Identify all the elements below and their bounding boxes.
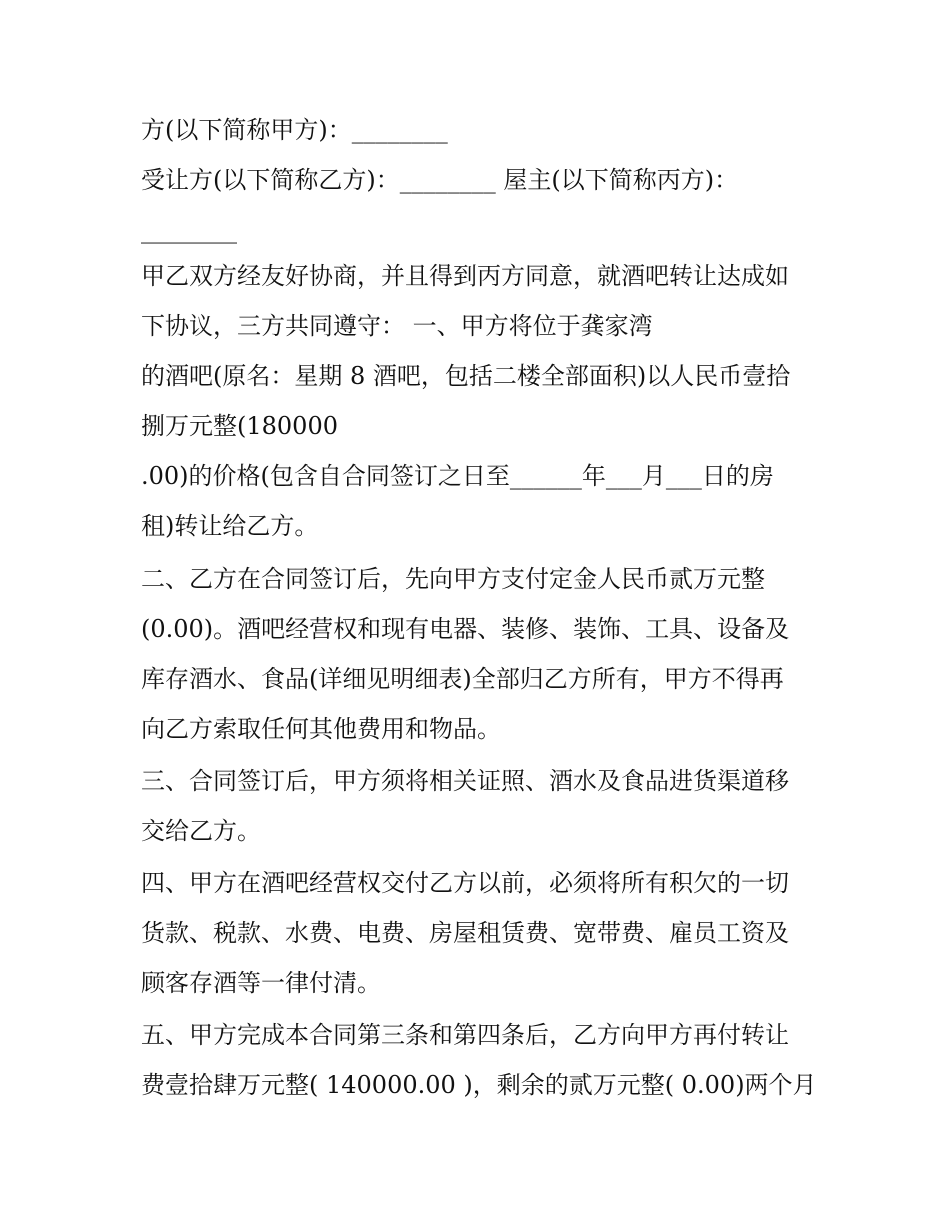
- text-line: 二、乙方在合同签订后，先向甲方支付定金人民币贰万元整: [141, 565, 765, 593]
- text-line: ________: [141, 216, 237, 244]
- text-line: 的酒吧(原名：星期 8 酒吧，包括二楼全部面积)以人民币壹拾: [141, 362, 791, 390]
- text-line: 四、甲方在酒吧经营权交付乙方以前，必须将所有积欠的一切: [141, 869, 789, 897]
- text-line: (0.00)。酒吧经营权和现有电器、装修、装饰、工具、设备及: [141, 615, 790, 643]
- text-line: 顾客存酒等一律付清。: [141, 969, 381, 997]
- text-line: 三、合同签订后，甲方须将相关证照、酒水及食品进货渠道移: [141, 767, 789, 795]
- text-line: 货款、税款、水费、电费、房屋租赁费、宽带费、雇员工资及: [141, 919, 789, 947]
- text-line: 甲乙双方经友好协商，并且得到丙方同意，就酒吧转让达成如: [141, 262, 789, 290]
- text-line: 方(以下简称甲方)：________: [141, 116, 448, 144]
- text-line: 受让方(以下简称乙方)：________ 屋主(以下简称丙方)：: [141, 166, 739, 194]
- text-line: 库存酒水、食品(详细见明细表)全部归乙方所有，甲方不得再: [141, 665, 784, 693]
- text-line: 五、甲方完成本合同第三条和第四条后，乙方向甲方再付转让: [141, 1021, 789, 1049]
- text-line: 捌万元整(180000: [141, 412, 338, 440]
- text-line: 交给乙方。: [141, 817, 261, 845]
- text-line: 向乙方索取任何其他费用和物品。: [141, 715, 501, 743]
- text-line: 租)转让给乙方。: [141, 512, 319, 540]
- text-line: 下协议，三方共同遵守： 一、甲方将位于龚家湾: [141, 312, 653, 340]
- text-line: 费壹拾肆万元整( 140000.00 )，剩余的贰万元整( 0.00)两个月: [141, 1071, 817, 1099]
- text-line: .00)的价格(包含自合同签订之日至______年___月___日的房: [141, 462, 774, 490]
